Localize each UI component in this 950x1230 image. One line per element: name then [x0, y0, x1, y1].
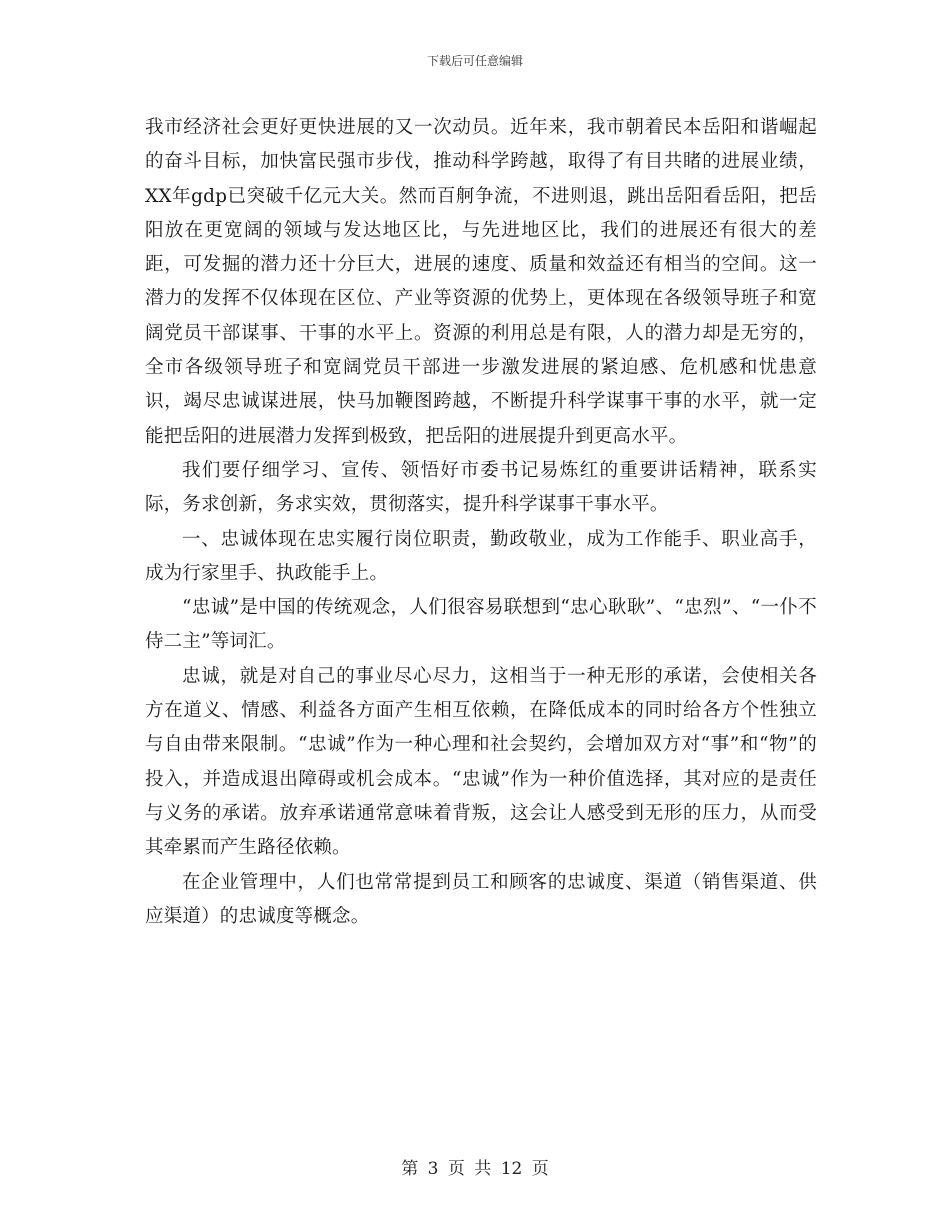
paragraph-study-speech: 我们要仔细学习、宣传、领悟好市委书记易炼红的重要讲话精神，联系实际，务求创新，务求实效，贯彻落实，提升科学谋事干事水平。	[145, 459, 817, 516]
paragraph-loyalty-definition: 忠诚，就是对自己的事业尽心尽力，这相当于一种无形的承诺，会使相关各方在道义、情感、利益各方面产生相互依赖，在降低成本的同时给各方个性独立与自由带来限制。“忠诚”作为一种心理和社会契约，会增加双方对“事”和“物”的投入，并造成退出障碍或机会成本。“忠诚”作为一种价值选择，其对应的是责任与义务的承诺。放弃承诺通常意味着背叛，这会让人感受到无形的压力，从而受其牵累而产生路径依赖。	[145, 665, 817, 859]
section-heading-loyalty: 一、忠诚体现在忠实履行岗位职责，勤政敬业，成为工作能手、职业高手，成为行家里手、执政能手上。	[145, 528, 817, 584]
paragraph-continuation: 我市经济社会更好更快进展的又一次动员。近年来，我市朝着民本岳阳和谐崛起的奋斗目标，加快富民强市步伐，推动科学跨越，取得了有目共睹的进展业绩，XX年gdp已突破千亿元大关。然而百舸争流，不进则退，跳出岳阳看岳阳，把岳阳放在更宽阔的领域与发达地区比，与先进地区比，我们的进展还有很大的差距，可发掘的潜力还十分巨大，进展的速度、质量和效益还有相当的空间。这一潜力的发挥不仅体现在区位、产业等资源的优势上，更体现在各级领导班子和宽阔党员干部谋事、干事的水平上。资源的利用总是有限，人的潜力却是无穷的，全市各级领导班子和宽阔党员干部进一步激发进展的紧迫感、危机感和忧患意识，竭尽忠诚谋进展，快马加鞭图跨越，不断提升科学谋事干事的水平，就一定能把岳阳的进展潜力发挥到极致，把岳阳的进展提升到更高水平。	[145, 117, 817, 447]
paragraph-loyalty-tradition: “忠诚”是中国的传统观念，人们很容易联想到“忠心耿耿”、“忠烈”、“一仆不侍二主”等词汇。	[145, 597, 817, 653]
page-number: 第 3 页 共 12 页	[401, 1159, 549, 1179]
document-body	[145, 111, 817, 934]
page-header: 下载后可任意编辑	[426, 54, 523, 68]
paragraph-enterprise-management: 在企业管理中，人们也常常提到员工和顾客的忠诚度、渠道（销售渠道、供应渠道）的忠诚度等概念。	[145, 871, 817, 927]
